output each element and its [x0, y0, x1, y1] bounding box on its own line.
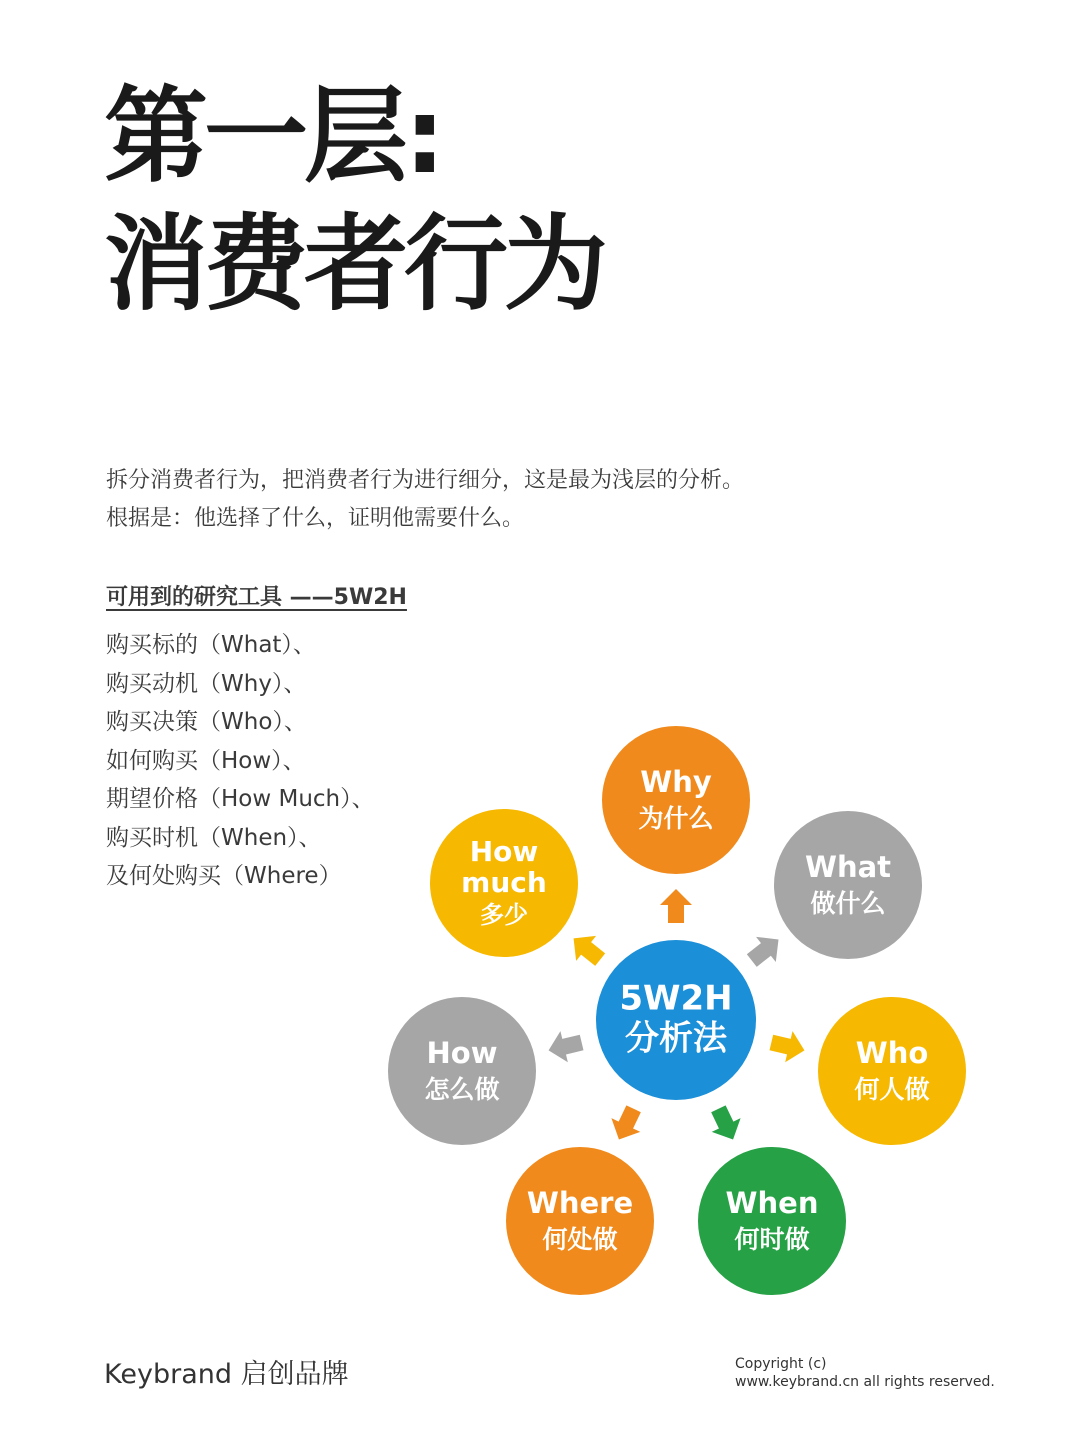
node-circle: [506, 1147, 654, 1295]
arrow-icon: [564, 926, 611, 972]
arrow-shape: [564, 926, 611, 972]
tools-list: [106, 626, 375, 896]
arrow-shape: [660, 889, 692, 923]
arrow-shape: [768, 1027, 808, 1066]
footer-brand: Keybrand 启创品牌: [104, 1359, 349, 1390]
node-label-zh: 为什么: [638, 804, 714, 833]
node-label-en: Where: [526, 1186, 634, 1220]
list-item: 购买时机（When）、: [106, 824, 322, 851]
node-label-zh: 何时做: [734, 1225, 810, 1254]
list-item: 如何购买（How）、: [106, 747, 306, 774]
copyright-line: www.keybrand.cn all rights reserved.: [735, 1374, 995, 1390]
arrow-shape: [545, 1027, 585, 1066]
page-title-line1: 第一层:: [104, 75, 442, 197]
node-circle: [388, 997, 536, 1145]
footer-copyright: [735, 1355, 995, 1391]
node-label-en: Why: [640, 765, 712, 799]
node-label-en: Who: [855, 1036, 929, 1070]
arrow-icon: [545, 1027, 585, 1066]
node-circle: [602, 726, 750, 874]
node-label-zh: 做什么: [810, 889, 886, 918]
node-label-en: How: [469, 835, 539, 868]
5w2h-diagram: [380, 720, 980, 1320]
copyright-line: Copyright (c): [735, 1356, 827, 1372]
list-item: 购买动机（Why）、: [106, 670, 307, 697]
center-label: 分析法: [625, 1018, 727, 1059]
node-label-en: When: [725, 1186, 819, 1220]
arrow-icon: [605, 1102, 649, 1146]
node-circle: [698, 1147, 846, 1295]
arrow-icon: [660, 889, 692, 923]
node-label-en: How: [426, 1036, 498, 1070]
node-label-zh: 何人做: [854, 1075, 930, 1104]
list-item: 期望价格（How Much）、: [106, 786, 375, 812]
intro-line: 根据是：他选择了什么，证明他需要什么。: [106, 506, 525, 531]
arrow-icon: [768, 1027, 808, 1066]
center-label: 5W2H: [619, 978, 733, 1019]
arrow-icon: [704, 1102, 748, 1146]
arrow-shape: [704, 1102, 748, 1146]
intro-line: 拆分消费者行为，把消费者行为进行细分，这是最为浅层的分析。: [106, 468, 745, 493]
list-item: 及何处购买（Where）: [106, 863, 342, 889]
page-title-line2: 消费者行为: [104, 203, 605, 325]
node-circle: [818, 997, 966, 1145]
node-label-en: much: [461, 866, 547, 899]
arrow-icon: [742, 927, 789, 973]
intro-text: [106, 462, 744, 538]
list-item: 购买标的（What）、: [106, 632, 316, 658]
node-label-zh: 多少: [480, 901, 528, 929]
arrow-shape: [742, 927, 789, 973]
list-item: 购买决策（Who）、: [106, 709, 307, 735]
arrow-shape: [605, 1102, 649, 1146]
tools-heading: 可用到的研究工具 ——5W2H: [106, 585, 407, 610]
node-label-zh: 何处做: [542, 1225, 618, 1254]
node-label-zh: 怎么做: [424, 1075, 500, 1104]
node-label-en: What: [804, 850, 892, 884]
node-circle: [774, 811, 922, 959]
